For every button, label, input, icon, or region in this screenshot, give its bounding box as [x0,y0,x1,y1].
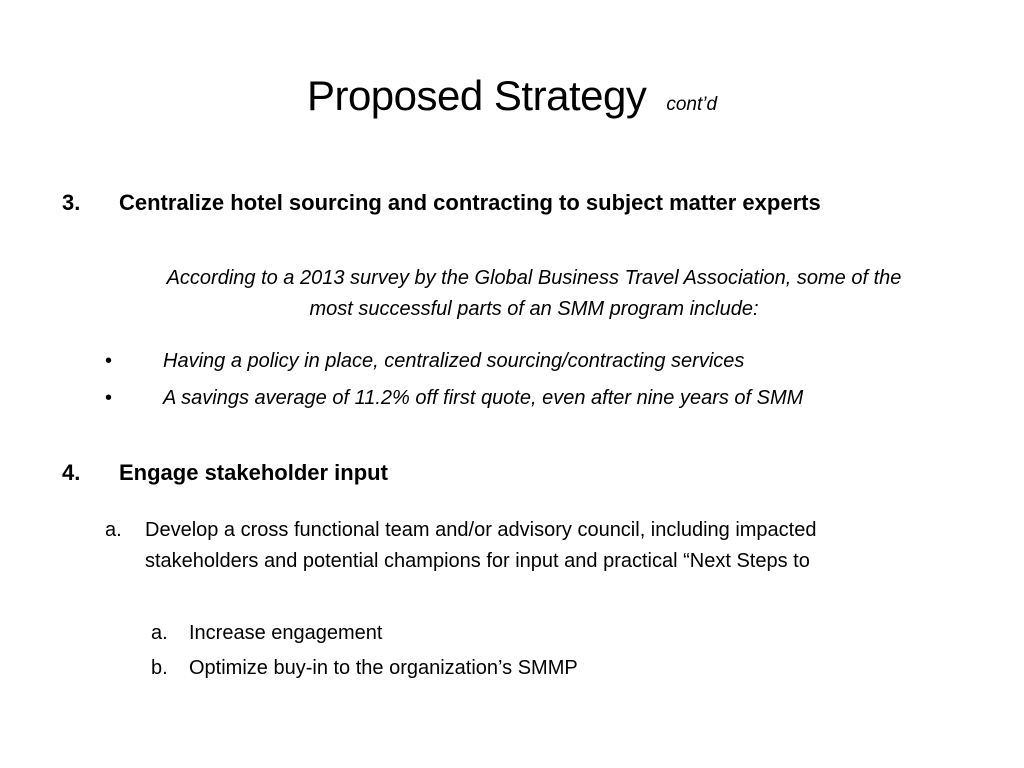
sub-list-marker: b. [151,657,168,679]
survey-quote [100,263,968,325]
quote-line-1: According to a 2013 survey by the Global Business Travel Association, some of the [166,267,902,289]
sub-list-text: Optimize buy-in to the organization’s SMMP [189,657,578,679]
title-main: Proposed Strategy [306,72,647,119]
bullet-text: A savings average of 11.2% off first quote, even after nine years of SMM [163,387,804,409]
list-item-text [145,515,816,577]
slide-title [0,72,1024,120]
list-item-line-2: stakeholders and potential champions for input and practical “Next Steps to [145,550,810,572]
sub-list-text: Increase engagement [189,622,383,644]
section-3-heading-text: Centralize hotel sourcing and contracting to subject matter experts [119,190,821,215]
list-marker: a. [105,519,122,541]
section-4-heading-text: Engage stakeholder input [119,460,388,485]
bullet-dot: • [105,350,113,372]
list-item-line-1: Develop a cross functional team and/or advisory council, including impacted [145,519,817,541]
bullet-text: Having a policy in place, centralized sourcing/contracting services [163,350,745,372]
section-4-number: 4. [62,460,81,485]
sub-list-marker: a. [151,622,168,644]
quote-line-2: most successful parts of an SMM program include: [309,298,759,320]
bullet-dot: • [105,387,113,409]
section-3-number: 3. [62,190,81,215]
title-suffix: cont’d [666,94,718,115]
